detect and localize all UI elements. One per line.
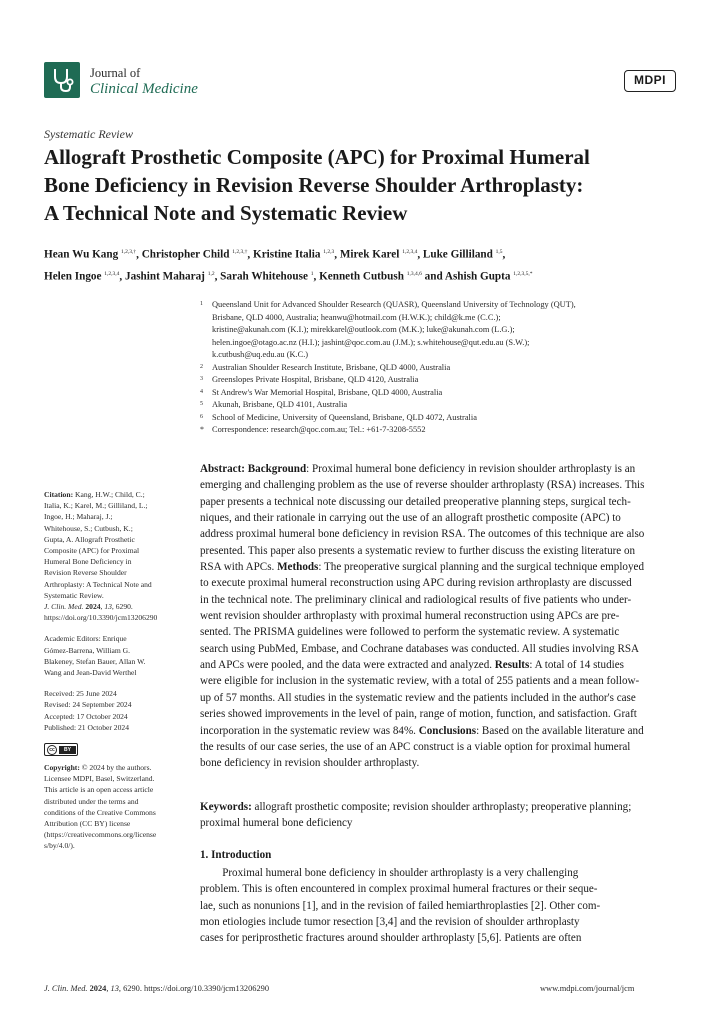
- author-line: Helen Ingoe $^{1,2,3,4}$, Jashint Maharaj $^{1,2}$, Sarah Whitehouse $^1$, Kenneth Cutbush $^{1,3,4,6}$ and Ashish Gupta $^{1,2,3,5,*}$: [44, 270, 533, 283]
- citation-line: J. Clin. Med. 2024, 13, 6290.: [44, 602, 133, 612]
- abstract-line: RSA with APCs. Methods: The preoperative surgical planning and the surgical technique employed: [200, 561, 644, 574]
- author-name[interactable]: Kristine Italia: [253, 248, 324, 261]
- citation-line: https://doi.org/10.3390/jcm13206290: [44, 613, 158, 623]
- affiliation-item: [200, 399, 690, 412]
- affiliation-number: 6: [200, 413, 203, 420]
- citation-line: Systematic Review.: [44, 590, 104, 600]
- introduction-line: mon etiologies include tumor resection [3,4] and the revision of shoulder arthroplasty: [200, 916, 580, 929]
- affiliation-number: 5: [200, 401, 203, 407]
- abstract-line: to execute proximal humeral reconstruction using APC during revision arthroplasty are discussed: [200, 577, 632, 590]
- journal-name-line1: Journal of: [90, 66, 141, 80]
- affiliation-number: 1: [200, 301, 203, 307]
- date-line: Published: 21 October 2024: [44, 722, 129, 732]
- affiliation-item: [200, 374, 690, 387]
- author-affiliation-marks: 1,2,3: [323, 249, 335, 255]
- paper-title: [44, 143, 684, 227]
- copyright-line: This article is an open access article: [44, 785, 154, 795]
- abstract-line: paper presents a technical note discussing our detailed preoperative planning steps, surgical tech-: [200, 495, 631, 508]
- affiliation-line: helen.ingoe@otago.ac.nz (H.I.); jashint@qoc.com.au (J.M.); s.whitehouse@qut.edu.au (S.W.);: [212, 337, 530, 347]
- author-name[interactable]: Kenneth Cutbush: [319, 270, 407, 283]
- author-affiliation-marks: 1,3,4,6: [406, 270, 422, 277]
- abstract-line: the results of our case series, the use of an APC construct is a viable option for proximal humeral: [200, 740, 631, 753]
- citation-line: Revision Reverse Shoulder: [44, 568, 127, 578]
- introduction-line: cases for periprosthetic fractures around shoulder arthroplasty [5,6]. Patients are often: [200, 932, 582, 945]
- article-info-sidebar: [44, 489, 184, 862]
- author-affiliation-marks: 1,2: [207, 270, 215, 277]
- introduction-line: lae, such as nonunions [1], and in the revision of failed hemiarthroplasties [2]. Other com-: [200, 899, 601, 912]
- affiliation-line: Brisbane, QLD 4000, Australia; heanwu@hotmail.com (H.W.K.); child@k.me (C.C.);: [212, 312, 501, 322]
- author-name[interactable]: Ashish Gupta: [444, 270, 514, 283]
- author-affiliation-marks: 1,2,3,5,*: [513, 270, 533, 277]
- author-affiliation-marks: 1,2,3,†: [121, 249, 137, 255]
- affiliation-line: Greenslopes Private Hospital, Brisbane, QLD 4120, Australia: [212, 375, 419, 384]
- footer-citation: J. Clin. Med. 2024, 13, 6290. https://doi.org/10.3390/jcm13206290: [44, 984, 270, 993]
- citation-line: Ingoe, H.; Maharaj, J.;: [44, 512, 113, 522]
- copyright-line: distributed under the terms and: [44, 796, 139, 806]
- affiliation-item: [200, 424, 690, 437]
- abstract-line: up of 57 months. All studies in the systematic review and the patients included in the author's case: [200, 691, 636, 704]
- date-line: Revised: 24 September 2024: [44, 700, 132, 710]
- abstract-line: emerging and challenging problem as the use of reverse shoulder arthroplasty (RSA) increases. This: [200, 479, 645, 492]
- author-name[interactable]: Hean Wu Kang: [44, 248, 121, 261]
- affiliations: [200, 299, 690, 437]
- article-type: Systematic Review: [44, 127, 133, 141]
- abstract: [200, 461, 690, 772]
- affiliation-line: St Andrew's War Memorial Hospital, Brisbane, QLD 4000, Australia: [212, 387, 443, 397]
- affiliation-item: [200, 412, 690, 425]
- cc-by-license-badge[interactable]: [44, 743, 78, 756]
- affiliation-line: Correspondence: research@qoc.com.au; Tel.: +61-7-3208-5552: [212, 425, 426, 434]
- affiliation-item: [200, 387, 690, 400]
- abstract-line: address proximal humeral bone deficiency in revision RSA. The outcomes of this technique are also: [200, 528, 645, 541]
- author-line: Hean Wu Kang $^{1,2,3,\dagger}$, Christopher Child $^{1,2,3,\dagger}$, Kristine Italia $^{1,2,3}$, Mirek Karel $^{1,2,3,4}$, Luke Gilliland $^{1,5}$,: [44, 248, 506, 261]
- editors-line: Gómez-Barrena, William G.: [44, 645, 131, 655]
- author-affiliation-marks: 1: [310, 270, 314, 277]
- author-name[interactable]: Luke Gilliland: [422, 248, 496, 261]
- affiliation-number: *: [200, 425, 204, 434]
- abstract-line: were eligible for inclusion in the systematic review, with a total of 255 patients and a mean follow-: [200, 675, 640, 688]
- abstract-line: in the technical note. The preliminary clinical and radiological results of five patients who under-: [200, 593, 632, 606]
- author-affiliation-marks: 1,2,3,4: [402, 249, 418, 255]
- introduction-line: Proximal humeral bone deficiency in shoulder arthroplasty is a very challenging: [200, 867, 579, 879]
- keywords-line: Keywords: allograft prosthetic composite; revision shoulder arthroplasty; preoperative planning;: [200, 801, 632, 813]
- abstract-line: presented. This paper also presents a systematic review to further discuss the existing literature on: [200, 544, 636, 557]
- section-heading-introduction: 1. Introduction: [200, 849, 272, 861]
- keywords: [200, 799, 690, 832]
- keywords-line: proximal humeral bone deficiency: [200, 817, 353, 830]
- affiliation-line: k.cutbush@uq.edu.au (K.C.): [212, 350, 309, 359]
- abstract-line: series showed improvements in the level of pain, range of motion, function, and satisfaction. Graft: [200, 708, 637, 721]
- abstract-line: incorporation in the systematic review was 84%. Conclusions: Based on the available literature and: [200, 724, 644, 737]
- journal-logo: [44, 62, 80, 98]
- citation-line: Composite (APC) for Proximal: [44, 546, 140, 556]
- abstract-line: and APCs were pooled, and the data were extracted and analyzed. Results: A total of 14 studies: [200, 659, 624, 672]
- footer-journal-url[interactable]: www.mdpi.com/journal/jcm: [540, 984, 635, 993]
- author-name[interactable]: Mirek Karel: [339, 248, 403, 261]
- citation-line: Gupta, A. Allograft Prosthetic: [44, 534, 135, 544]
- abstract-line: Abstract: Background: Proximal humeral bone deficiency in revision shoulder arthroplasty is an: [200, 463, 636, 475]
- affiliation-line: kristine@akunah.com (K.I.); mirekkarel@outlook.com (M.K.); luke@akunah.com (L.G.);: [212, 325, 515, 334]
- title-line: A Technical Note and Systematic Review: [44, 201, 408, 225]
- abstract-line: went revision shoulder arthroplasty with proximal humeral reconstruction using APCs are pre-: [200, 610, 620, 623]
- copyright-line: Copyright: © 2024 by the authors.: [44, 763, 152, 773]
- introduction-line: problem. This is often encountered in complex proximal humeral fractures or their seque-: [200, 883, 598, 896]
- author-affiliation-marks: 1,2,3,4: [104, 270, 120, 277]
- title-line: Allograft Prosthetic Composite (APC) for Proximal Humeral: [44, 145, 590, 169]
- affiliation-number: 4: [200, 388, 203, 395]
- author-name[interactable]: Sarah Whitehouse: [220, 270, 311, 283]
- abstract-line: search using PubMed, Embase, and Cochrane databases was conducted. All studies involving RSA: [200, 642, 640, 655]
- abstract-line: sented. The PRISMA guidelines were followed to perform the systematic review. A systematic: [200, 626, 620, 639]
- citation-line: Humeral Bone Deficiency in: [44, 557, 132, 567]
- affiliation-item: [200, 362, 690, 375]
- affiliation-line: Queensland Unit for Advanced Shoulder Research (QUASR), Queensland University of Technology (QUT),: [212, 300, 576, 309]
- copyright-line: Attribution (CC BY) license: [44, 819, 131, 829]
- introduction-text: [200, 865, 690, 947]
- by-icon: BY: [59, 746, 76, 754]
- author-affiliation-marks: 1,2,3,†: [232, 249, 248, 255]
- editors-line: Blakeney, Stefan Bauer, Allan W.: [44, 656, 146, 666]
- copyright-line: s/by/4.0/).: [44, 841, 75, 851]
- abstract-line: bone deficiency in revision shoulder arthroplasty.: [200, 757, 420, 770]
- author-list: [44, 243, 684, 286]
- publisher-logo: MDPI: [624, 70, 676, 92]
- affiliation-line: Australian Shoulder Research Institute, Brisbane, QLD 4000, Australia: [212, 362, 451, 372]
- copyright-line: (https://creativecommons.org/license: [44, 830, 157, 840]
- author-name[interactable]: Christopher Child: [141, 248, 233, 261]
- academic-editors: [44, 633, 184, 678]
- publication-dates: [44, 688, 184, 733]
- affiliation-line: Akunah, Brisbane, QLD 4101, Australia: [212, 400, 348, 409]
- editors-line: Academic Editors: Enrique: [44, 634, 127, 644]
- affiliation-number: 2: [200, 363, 203, 370]
- citation-block: [44, 489, 184, 623]
- affiliation-line: School of Medicine, University of Queensland, Brisbane, QLD 4072, Australia: [212, 412, 477, 422]
- title-line: Bone Deficiency in Revision Reverse Shoulder Arthroplasty:: [44, 173, 584, 197]
- editors-line: Wang and Jean-David Werthel: [44, 668, 137, 678]
- date-line: Received: 25 June 2024: [44, 689, 117, 699]
- cc-icon: cc: [47, 745, 57, 755]
- abstract-line: niques, and their rationale in carrying out the use of an allograft prosthetic composite (APC) to: [200, 512, 621, 525]
- copyright-line: conditions of the Creative Commons: [44, 807, 156, 817]
- citation-line: Italia, K.; Karel, M.; Gilliland, L.;: [44, 501, 148, 511]
- author-name[interactable]: Jashint Maharaj: [125, 270, 208, 283]
- citation-line: Arthroplasty: A Technical Note and: [44, 579, 152, 589]
- stethoscope-icon: [50, 67, 74, 93]
- author-affiliation-marks: 1,5: [495, 249, 503, 255]
- affiliation-item: [200, 299, 690, 362]
- copyright-line: Licensee MDPI, Basel, Switzerland.: [44, 774, 155, 784]
- journal-name-line2: Clinical Medicine: [90, 81, 198, 97]
- date-line: Accepted: 17 October 2024: [44, 711, 128, 721]
- citation-line: Citation: Kang, H.W.; Child, C.;: [44, 490, 145, 499]
- affiliation-number: 3: [200, 376, 203, 382]
- citation-line: Whitehouse, S.; Cutbush, K.;: [44, 523, 133, 533]
- journal-name: [90, 65, 198, 97]
- author-name[interactable]: Helen Ingoe: [44, 270, 105, 283]
- copyright-notice: [44, 762, 184, 852]
